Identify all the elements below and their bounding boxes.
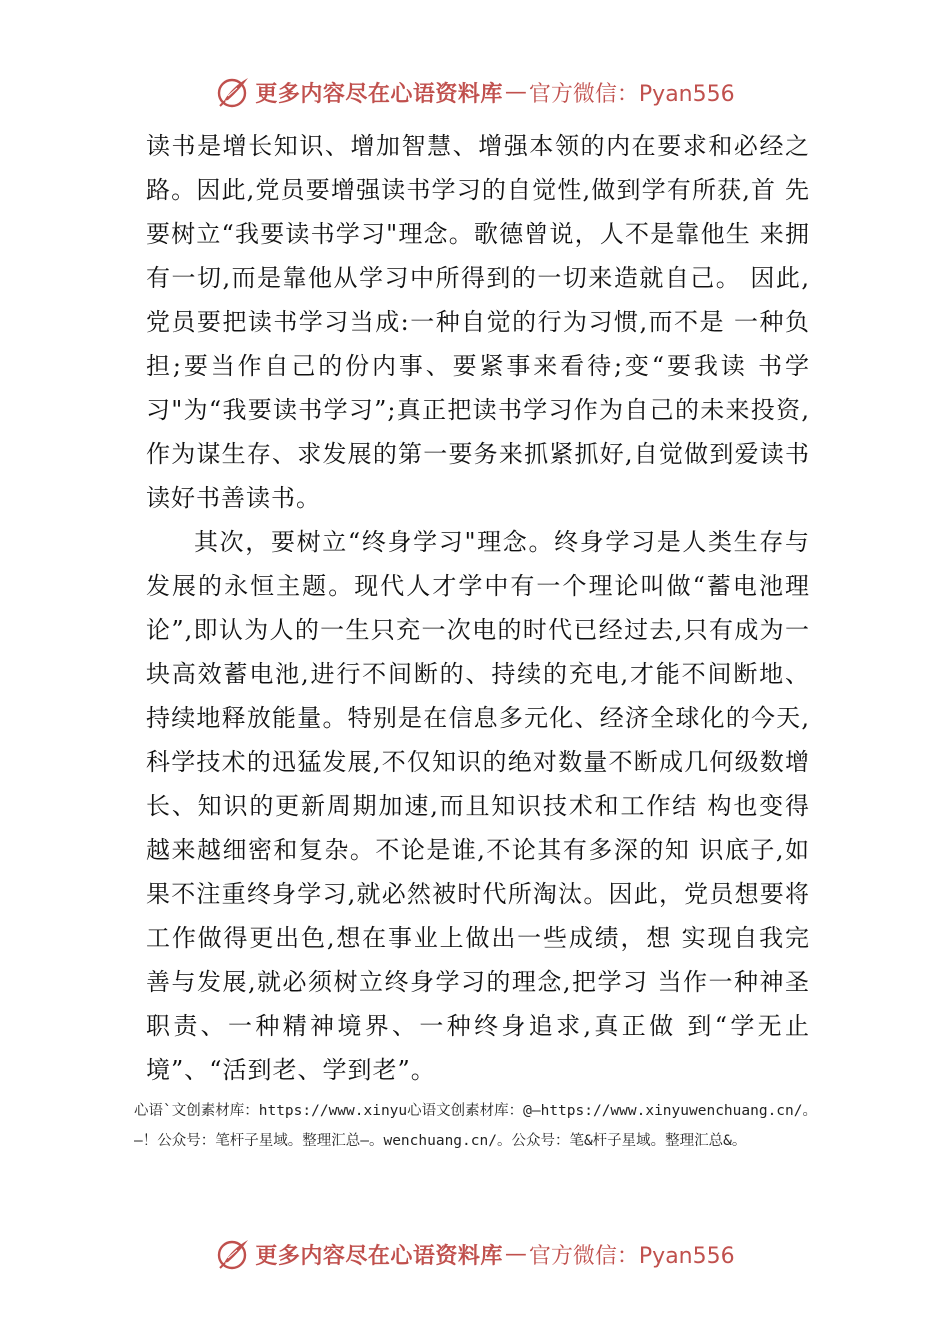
banner-separator: —: [504, 79, 527, 105]
header-banner: [0, 70, 950, 114]
banner-wechat-text: 官方微信：Pyan556: [528, 1243, 735, 1269]
footer-banner: [0, 1232, 950, 1276]
document-body: [146, 124, 810, 1092]
banner-site-text: 更多内容尽在心语资料库: [255, 1243, 503, 1269]
banner-separator: —: [504, 1241, 527, 1267]
feather-quill-logo-icon: [215, 1236, 251, 1272]
footer-source-note: 心语`文创素材库：https://www.xinyu心语文创素材库：@—https://www.xinyuwenchuang.cn/。—！公众号：笔杆子星域。整理汇总—。wenchuang.cn/。公众号：笔&杆子星域。整理汇总&。: [134, 1103, 817, 1149]
paragraph-reading: 读书是增长知识、增加智慧、增强本领的内在要求和必经之路。因此,党员要增强读书学习的自觉性,做到学有所获,首 先要树立“我要读书学习"理念。歌德曾说，人不是靠他生 来拥有一切,而是靠他从学习中所得到的一切来造就自己。 因此,党员要把读书学习当成:一种自觉的行为习惯,而不是 一种负担;要当作自己的份内事、要紧事来看待;变“要我读 书学习"为“我要读书学习”;真正把读书学习作为自己的未来投资,作为谋生存、求发展的第一要务来抓紧抓好,自觉做到爱读书读好书善读书。: [146, 132, 810, 512]
feather-quill-logo-icon: [215, 74, 251, 110]
banner-wechat-text: 官方微信：Pyan556: [528, 81, 735, 107]
paragraph-lifelong-learning: 其次，要树立“终身学习"理念。终身学习是人类生存与发展的永恒主题。现代人才学中有一个理论叫做“蓄电池理论”,即认为人的一生只充一次电的时代已经过去,只有成为一块高效蓄电池,进行不间断的、持续的充电,才能不间断地、持续地释放能量。特别是在信息多元化、经济全球化的今天,科学技术的迅猛发展,不仅知识的绝对数量不断成几何级数增长、知识的更新周期加速,而且知识技术和工作结 构也变得越来越细密和复杂。不论是谁,不论其有多深的知 识底子,如果不注重终身学习,就必然被时代所淘汰。因此，党员想要将工作做得更出色,想在事业上做出一些成绩，想 实现自我完善与发展,就必须树立终身学习的理念,把学习 当作一种神圣职责、一种精神境界、一种终身追求,真正做 到“学无止境”、“活到老、学到老”。: [146, 528, 810, 1084]
banner-site-text: 更多内容尽在心语资料库: [255, 81, 503, 107]
